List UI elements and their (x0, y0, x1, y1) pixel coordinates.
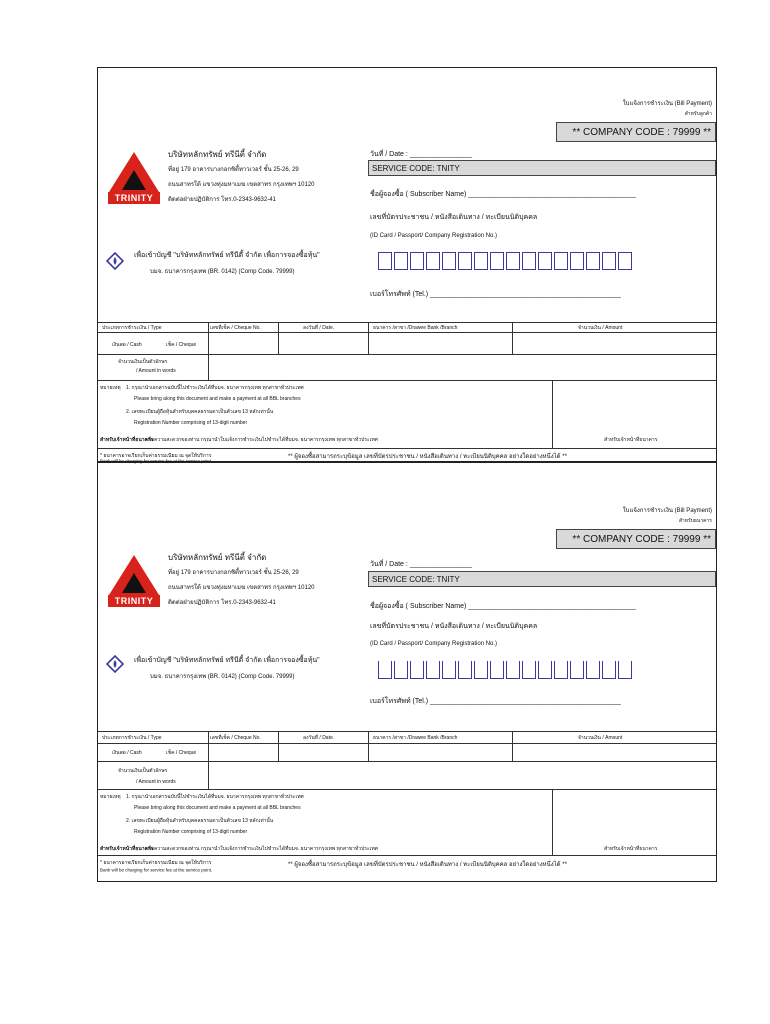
date-field[interactable]: วันที่ / Date : ________________ (370, 151, 473, 158)
account-line-2: บมจ. ธนาคารกรุงเทพ (BR. 0142) (Comp Code. 79999) (150, 269, 295, 275)
officer-head: สำหรับเจ้าหน้าที่ธนาคาร (100, 846, 154, 852)
col-type: ประเภทการชำระเงิน / Type (102, 325, 162, 331)
col-amount: จำนวนเงิน / Amount (578, 325, 623, 331)
service-code-bar: SERVICE CODE: TNITY (368, 571, 716, 587)
company-contact: ติดต่อฝ่ายปฏิบัติการ โทร.0-2343-9632-41 (168, 600, 276, 606)
account-line-1: เพื่อเข้าบัญชี "บริษัทหลักทรัพย์ ทรีนีตี้ จำกัด เพื่อการจองซื้อหุ้น" (134, 657, 320, 664)
tel-field[interactable]: เบอร์โทรศัพท์ (Tel.) _________________________________________________ (370, 698, 621, 705)
account-line-1: เพื่อเข้าบัญชี "บริษัทหลักทรัพย์ ทรีนีตี้ จำกัด เพื่อการจองซื้อหุ้น" (134, 252, 320, 259)
fee-note-en: Bank will be charging for service fee at the service point. (100, 459, 213, 465)
copy-label: สำหรับลูกค้า (684, 111, 712, 117)
notes-head: หมายเหตุ (100, 794, 121, 800)
company-contact: ติดต่อฝ่ายปฏิบัติการ โทร.0-2343-9632-41 (168, 197, 276, 203)
trinity-logo: TRINITY (106, 553, 162, 609)
id-digit-boxes[interactable] (378, 661, 632, 679)
copy-label: สำหรับธนาคาร (678, 518, 712, 524)
slip-header: ใบแจ้งการชำระเงิน (Bill Payment) (622, 101, 712, 107)
company-code-bar: ** COMPANY CODE : 79999 ** (556, 529, 716, 549)
amount-words-th: จำนวนเงินเป็นตัวอักษร (118, 359, 168, 365)
subscriber-name-field[interactable]: ชื่อผู้จองซื้อ ( Subscriber Name) ___________________________________________ (370, 191, 636, 198)
col-bank-branch: ธนาคาร /สาขา /Drawee Bank /Branch (373, 735, 458, 741)
id-label: เลขที่บัตรประชาชน / หนังสือเดินทาง / ทะเบียนนิติบุคคล (370, 214, 538, 221)
id-sublabel: (ID Card / Passport/ Company Registration No.) (370, 641, 498, 647)
id-warning: ** ผู้จองซื้อสามารถระบุข้อมูล เลขที่บัตรประชาชน / หนังสือเดินทาง / ทะเบียนนิติบุคคล อย่างใดอย่างหนึ่งได้ ** (288, 454, 567, 460)
col-type: ประเภทการชำระเงิน / Type (102, 735, 162, 741)
subscriber-name-field[interactable]: ชื่อผู้จองซื้อ ( Subscriber Name) ___________________________________________ (370, 603, 636, 610)
note-1-en: Please bring along this document and make a payment at all BBL branches (134, 805, 301, 811)
note-2-th: 2. เลขทะเบียนผู้ถือหุ้นสำหรับบุคคลธรรมดาเป็นตัวเลข 13 หลักเท่านั้น (126, 409, 274, 415)
company-code-bar: ** COMPANY CODE : 79999 ** (556, 122, 716, 142)
account-line-2: บมจ. ธนาคารกรุงเทพ (BR. 0142) (Comp Code. 79999) (150, 674, 295, 680)
id-label: เลขที่บัตรประชาชน / หนังสือเดินทาง / ทะเบียนนิติบุคคล (370, 623, 538, 630)
col-date: ลงวันที่ / Date. (303, 735, 335, 741)
note-1-en: Please bring along this document and make a payment at all BBL branches (134, 396, 301, 402)
col-cheque-no: เลขที่เช็ค / Cheque No. (210, 735, 261, 741)
service-code-bar: SERVICE CODE: TNITY (368, 160, 716, 176)
cheque-option[interactable]: เช็ค / Cheque (166, 750, 197, 756)
bbl-bank-icon (106, 252, 124, 270)
note-2-en: Registration Number comprising of 13-digit number (134, 829, 248, 835)
officer-text: เพื่อความสะดวกของท่าน กรุณานำใบแจ้งการชำระเงินไปชำระได้ที่บมจ. ธนาคารกรุงเทพ ทุกสาขาทั่วประเทศ (146, 437, 378, 443)
col-date: ลงวันที่ / Date. (303, 325, 335, 331)
company-address-1: ที่อยู่ 179 อาคารบางกอกซิตี้ทาวเวอร์ ชั้น 25-26, 29 (168, 167, 299, 173)
note-2-en: Registration Number comprising of 13-digit number (134, 420, 248, 426)
company-address-1: ที่อยู่ 179 อาคารบางกอกซิตี้ทาวเวอร์ ชั้น 25-26, 29 (168, 570, 299, 576)
cash-option[interactable]: เงินสด / Cash (112, 342, 142, 348)
col-amount: จำนวนเงิน / Amount (578, 735, 623, 741)
cash-option[interactable]: เงินสด / Cash (112, 750, 142, 756)
company-name: บริษัทหลักทรัพย์ ทรีนีตี้ จำกัด (168, 150, 267, 159)
officer-sign: สำหรับเจ้าหน้าที่ธนาคาร (604, 846, 658, 852)
id-sublabel: (ID Card / Passport/ Company Registration No.) (370, 233, 498, 239)
trinity-logo: TRINITY (106, 150, 162, 206)
note-1-th: 1. กรุณานำเอกสารฉบับนี้ไปชำระเงินได้ที่บมจ. ธนาคารกรุงเทพ ทุกสาขาทั่วประเทศ (126, 794, 304, 800)
tel-field[interactable]: เบอร์โทรศัพท์ (Tel.) _________________________________________________ (370, 291, 621, 298)
officer-head: สำหรับเจ้าหน้าที่ธนาคาร (100, 437, 154, 443)
officer-sign: สำหรับเจ้าหน้าที่ธนาคาร (604, 437, 658, 443)
fee-note-th: * ธนาคารอาจเรียกเก็บค่าธรรมเนียม ณ จุดให้บริการ (100, 453, 212, 459)
amount-words-th: จำนวนเงินเป็นตัวอักษร (118, 768, 168, 774)
company-name: บริษัทหลักทรัพย์ ทรีนีตี้ จำกัด (168, 553, 267, 562)
slip-header: ใบแจ้งการชำระเงิน (Bill Payment) (622, 508, 712, 514)
col-bank-branch: ธนาคาร /สาขา /Drawee Bank /Branch (373, 325, 458, 331)
company-address-2: ถนนสาทรใต้ แขวงทุ่งมหาเมฆ เขตสาทร กรุงเทพฯ 10120 (168, 585, 315, 591)
notes-head: หมายเหตุ (100, 385, 121, 391)
date-field[interactable]: วันที่ / Date : ________________ (370, 561, 473, 568)
fee-note-th: * ธนาคารอาจเรียกเก็บค่าธรรมเนียม ณ จุดให้บริการ (100, 860, 212, 866)
customer-copy-slip (97, 67, 717, 465)
amount-words-en: / Amount in words (136, 368, 176, 374)
id-digit-boxes[interactable] (378, 252, 632, 270)
bbl-bank-icon (106, 655, 124, 673)
officer-text: เพื่อความสะดวกของท่าน กรุณานำใบแจ้งการชำระเงินไปชำระได้ที่บมจ. ธนาคารกรุงเทพ ทุกสาขาทั่วประเทศ (146, 846, 378, 852)
note-2-th: 2. เลขทะเบียนผู้ถือหุ้นสำหรับบุคคลธรรมดาเป็นตัวเลข 13 หลักเท่านั้น (126, 818, 274, 824)
company-address-2: ถนนสาทรใต้ แขวงทุ่งมหาเมฆ เขตสาทร กรุงเทพฯ 10120 (168, 182, 315, 188)
note-1-th: 1. กรุณานำเอกสารฉบับนี้ไปชำระเงินได้ที่บมจ. ธนาคารกรุงเทพ ทุกสาขาทั่วประเทศ (126, 385, 304, 391)
id-warning: ** ผู้จองซื้อสามารถระบุข้อมูล เลขที่บัตรประชาชน / หนังสือเดินทาง / ทะเบียนนิติบุคคล อย่างใดอย่างหนึ่งได้ ** (288, 862, 567, 868)
bank-copy-slip (97, 462, 717, 882)
cheque-option[interactable]: เช็ค / Cheque (166, 342, 197, 348)
col-cheque-no: เลขที่เช็ค / Cheque No. (210, 325, 261, 331)
fee-note-en: Bank will be charging for service fee at the service point. (100, 868, 213, 874)
amount-words-en: / Amount in words (136, 779, 176, 785)
